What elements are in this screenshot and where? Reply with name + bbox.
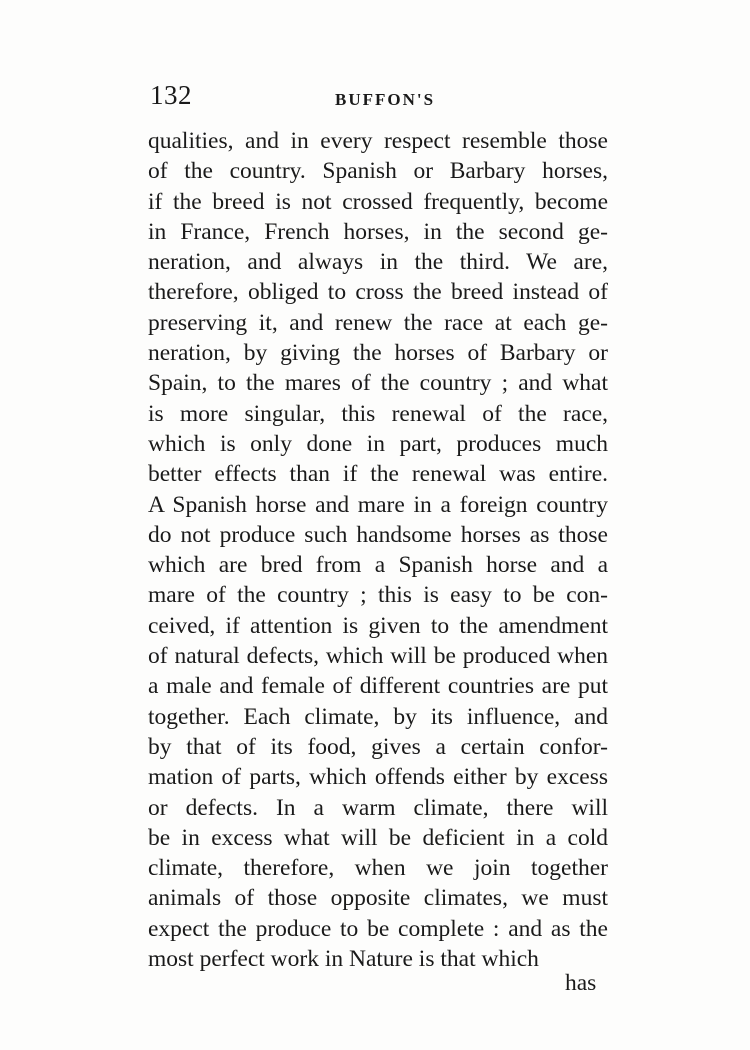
text-line: Spain, to the mares of the country ; and what: [148, 370, 608, 397]
text-line: which are bred from a Spanish horse and a: [148, 552, 608, 579]
text-line: A Spanish horse and mare in a foreign country: [148, 491, 608, 518]
text-line: of the country. Spanish or Barbary horses,: [148, 158, 608, 185]
text-line: most perfect work in Nature is that which: [148, 946, 539, 973]
text-line: or defects. In a warm climate, there will: [148, 794, 608, 821]
text-line: mation of parts, which offends either by excess: [148, 764, 608, 791]
text-line: if the breed is not crossed frequently, become: [148, 188, 608, 215]
text-line: neration, and always in the third. We are,: [148, 249, 608, 276]
text-line: better effects than if the renewal was entire.: [148, 461, 608, 488]
text-line: mare of the country ; this is easy to be con-: [148, 582, 608, 609]
text-line: climate, therefore, when we join together: [148, 855, 608, 882]
body-text: [148, 126, 608, 974]
page-header: [150, 80, 610, 120]
text-line: which is only done in part, produces much: [148, 430, 608, 457]
text-line: therefore, obliged to cross the breed instead of: [148, 279, 608, 306]
text-line: in France, French horses, in the second ge-: [148, 218, 608, 245]
catchword: has: [565, 970, 597, 996]
text-line: by that of its food, gives a certain confor-: [148, 733, 608, 760]
text-line: do not produce such handsome horses as those: [148, 521, 608, 548]
text-line: qualities, and in every respect resemble those: [148, 128, 608, 154]
text-line: be in excess what will be deficient in a cold: [148, 824, 608, 851]
text-line: of natural defects, which will be produced when: [148, 643, 608, 670]
text-line: is more singular, this renewal of the race,: [148, 400, 608, 427]
text-line: animals of those opposite climates, we must: [148, 885, 608, 912]
text-line: expect the produce to be complete : and as the: [148, 915, 608, 942]
text-line: ceived, if attention is given to the amendment: [148, 612, 608, 639]
text-line: together. Each climate, by its influence, and: [148, 703, 608, 730]
text-line: a male and female of different countries are put: [148, 673, 608, 700]
text-line: preserving it, and renew the race at each ge-: [148, 309, 608, 336]
page-number: 132: [150, 80, 192, 110]
running-head: BUFFON'S: [335, 90, 436, 109]
text-line: neration, by giving the horses of Barbary or: [148, 340, 608, 367]
